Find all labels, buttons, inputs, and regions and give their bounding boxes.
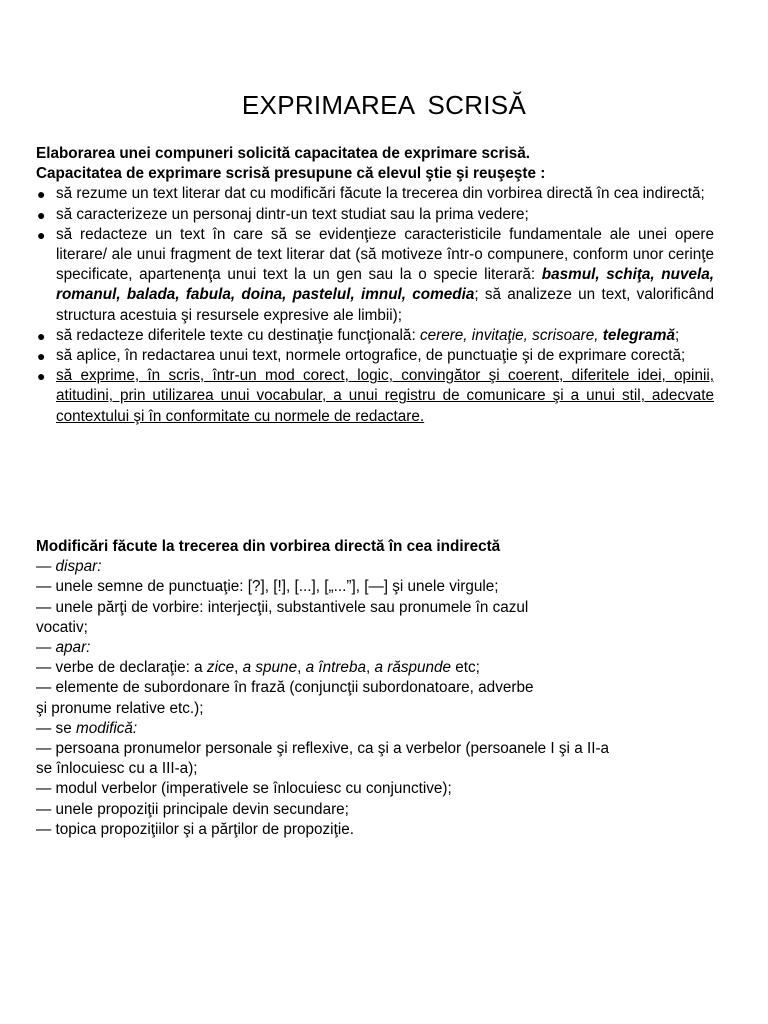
list-item: — modul verbelor (imperativele se înlocuiesc cu conjunctive); — [36, 780, 452, 798]
list-item — [36, 184, 714, 204]
literary-species: basmul, schiţa, nuvela, romanul, balada, fabula, doina, pastelul, imnul, comedia — [56, 266, 714, 304]
list-item — [36, 326, 714, 346]
bullet-icon: ● — [37, 186, 46, 203]
section-heading: Modificări făcute la trecerea din vorbirea directă în cea indirectă — [36, 538, 501, 555]
list-item-text: să rezume un text literar dat cu modificări făcute la trecerea din vorbirea directă în cea indirectă; — [56, 185, 705, 203]
bullet-icon: ● — [37, 327, 46, 344]
bullet-icon: ● — [37, 368, 46, 385]
list-item-text: să redacteze un text în care să se evidenţieze caracteristicile fundamentale ale unei opere literare/ ale unui fragment de text literar dat (să motiveze într-o compunere, conform unor cerinţe specificate, apartenenţa unui text la un gen sau la o specie literară: — [56, 225, 714, 284]
list-item — [36, 225, 714, 326]
list-item: — unele părţi de vorbire: interjecţii, substantivele sau pronumele în cazul — [36, 598, 529, 616]
apar-label: — apar: — [36, 639, 91, 657]
list-item: — elemente de subordonare în frază (conjuncţii subordonatoare, adverbe — [36, 679, 534, 697]
dispar-label: — dispar: — [36, 558, 102, 576]
list-item-continued: vocativ; — [36, 618, 88, 636]
list-item-text: să redacteze diferitele texte cu destinaţie funcţională: — [56, 326, 420, 344]
intro-line-2: Capacitatea de exprimare scrisă presupune că elevul ştie şi reuşeşte : — [36, 165, 546, 183]
list-item — [36, 205, 714, 225]
list-item: — persoana pronumelor personale şi reflexive, ca şi a verbelor (persoanele I şi a II-a — [36, 740, 610, 758]
intro-line-1: Elaborarea unei compuneri solicită capacitatea de exprimare scrisă. — [36, 145, 530, 162]
list-item: — topica propoziţiilor şi a părţilor de propoziţie. — [36, 820, 354, 838]
bullet-icon: ● — [37, 206, 46, 223]
list-item-text-end: ; — [675, 326, 680, 344]
list-item-text-end: ; să analizeze un text, valorificând structura acestuia şi resursele expresive ale limbii); — [56, 286, 714, 324]
functional-texts-telegram: telegramă — [602, 326, 676, 344]
bullet-icon: ● — [37, 348, 46, 365]
modifica-label: — se modifică: — [36, 719, 138, 737]
list-item: — unele propoziţii principale devin secundare; — [36, 800, 349, 818]
modifications-section — [36, 537, 726, 840]
skills-list — [36, 184, 714, 426]
list-item: — unele semne de punctuaţie: [?], [!], [...], [„...”], [—] şi unele virgule; — [36, 578, 499, 596]
list-item-text: să exprime, în scris, într-un mod corect, logic, convingător şi coerent, diferitele idei, opinii, atitudini, prin utilizarea unui vocabular, a unui registru de comunicare şi a unui stil, adecvate contextului şi în conformitate cu normele de redactare. — [56, 367, 714, 425]
bullet-icon: ● — [37, 226, 46, 243]
intro-section — [36, 144, 714, 427]
list-item-continued: şi pronume relative etc.); — [36, 699, 204, 717]
list-item: — verbe de declaraţie: a zice, a spune, a întreba, a răspunde etc; — [36, 659, 480, 677]
list-item — [36, 366, 714, 427]
list-item-text: să caracterizeze un personaj dintr-un text studiat sau la prima vedere; — [56, 205, 529, 223]
list-item-continued: se înlocuiesc cu a III-a); — [36, 760, 198, 778]
page-title: EXPRIMAREA SCRISĂ — [241, 90, 527, 120]
list-item-text: să aplice, în redactarea unui text, normele ortografice, de punctuaţie şi de exprimare corectă; — [56, 347, 686, 365]
functional-texts: cerere, invitaţie, scrisoare, — [419, 326, 599, 344]
list-item — [36, 346, 714, 366]
